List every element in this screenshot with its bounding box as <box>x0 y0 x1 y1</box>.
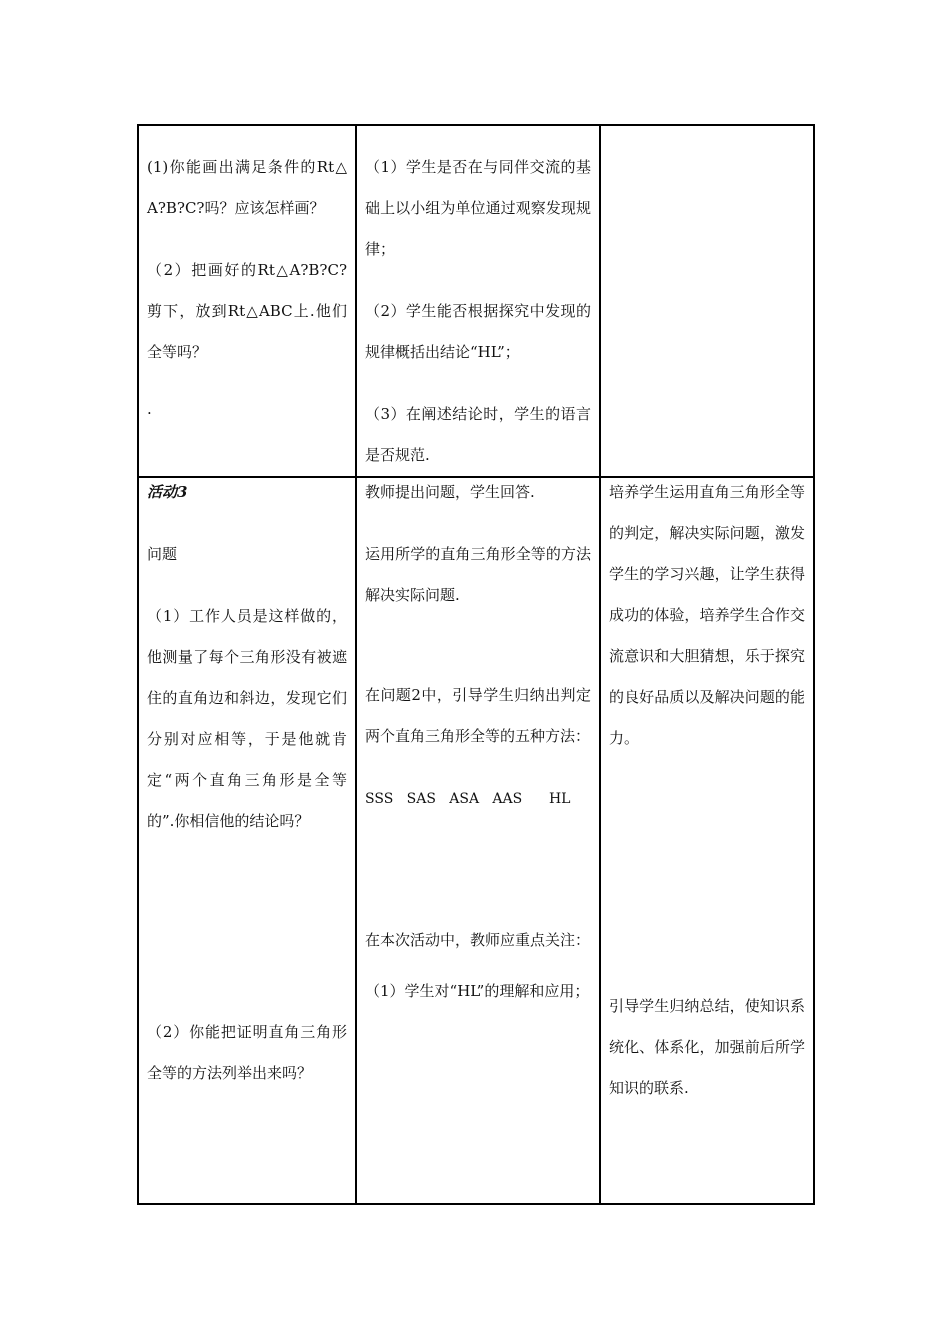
activity-title: 活动3 <box>147 483 188 501</box>
question-1: （1）工作人员是这样做的，他测量了每个三角形没有被遮住的直角边和斜边，发现它们分别对应相等，于是他就肯定“两个直角三角形是全等的”.你相信他的结论吗？ <box>147 607 347 830</box>
table-cell-activity <box>138 477 356 1204</box>
lesson-plan-table <box>137 124 815 1205</box>
table-cell-teacher-focus <box>356 125 600 477</box>
cell-paragraph: （3）在阐述结论时，学生的语言是否规范. <box>365 405 591 464</box>
cell-paragraph: （1）学生对“HL”的理解和应用； <box>365 982 590 1000</box>
cell-paragraph: 教师提出问题，学生回答. <box>365 483 535 501</box>
question-label: 问题 <box>147 545 178 563</box>
table-cell-teacher-focus <box>356 477 600 1204</box>
cell-paragraph: . <box>147 400 152 418</box>
table-cell-activity <box>138 125 356 477</box>
cell-paragraph: 运用所学的直角三角形全等的方法解决实际问题. <box>365 545 591 604</box>
cell-paragraph: 在本次活动中，教师应重点关注： <box>365 931 591 949</box>
table-row <box>138 477 814 1204</box>
cell-paragraph: （2）把画好的Rt△A?B?C?剪下，放到Rt△ABC上.他们全等吗？ <box>147 261 347 361</box>
cell-paragraph: （2）学生能否根据探究中发现的规律概括出结论“HL”； <box>365 302 591 361</box>
table-cell-intent <box>600 125 814 477</box>
cell-paragraph: （1）学生是否在与同伴交流的基础上以小组为单位通过观察发现规律； <box>365 158 591 258</box>
table-cell-intent <box>600 477 814 1204</box>
cell-paragraph: (1)你能画出满足条件的Rt△A?B?C?吗？应该怎样画？ <box>147 158 347 217</box>
table-row <box>138 125 814 477</box>
congruence-methods: SSS SAS ASA AAS HL <box>365 791 571 807</box>
cell-paragraph: 引导学生归纳总结，使知识系统化、体系化，加强前后所学知识的联系. <box>609 997 805 1097</box>
cell-paragraph: 在问题2中，引导学生归纳出判定两个直角三角形全等的五种方法： <box>365 686 591 745</box>
cell-paragraph: 培养学生运用直角三角形全等的判定，解决实际问题，激发学生的学习兴趣，让学生获得成功的体验，培养学生合作交流意识和大胆猜想，乐于探究的良好品质以及解决问题的能力。 <box>609 483 805 747</box>
question-2: （2）你能把证明直角三角形全等的方法列举出来吗？ <box>147 1023 347 1082</box>
